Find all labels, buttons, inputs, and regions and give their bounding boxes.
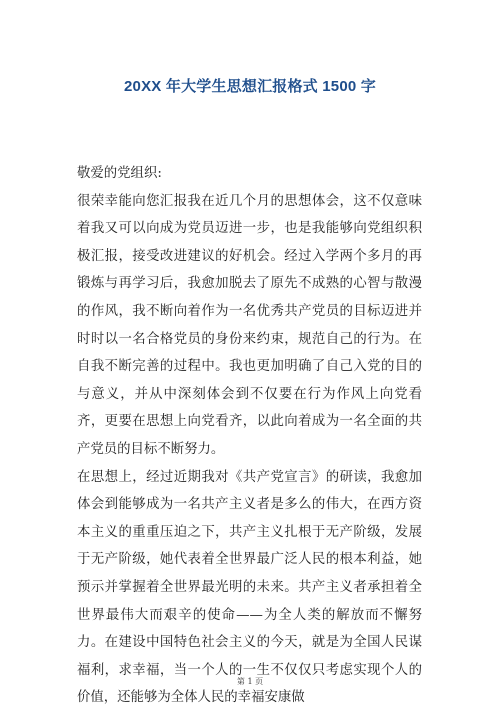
document-body (77, 160, 422, 708)
paragraph-1: 很荣幸能向您汇报我在近几个月的思想体会，这不仅意味着我又可以向成为党员迈进一步，也是我能够向党组织积极汇报，接受改进建议的好机会。经过入学两个多月的再锻炼与再学习后，我愈加脱去了原先不成熟的心智与散漫的作风，我不断向着作为一名优秀共产党员的目标迈进并时时以一名合格党员的身份来约束，规范自己的行为。在自我不断完善的过程中。我也更加明确了自己入党的目的与意义，并从中深刻体会到不仅要在行为作风上向党看齐，更要在思想上向党看齐，以此向着成为一名全面的共产党员的目标不断努力。 (77, 193, 422, 457)
document-title: 20XX 年大学生思想汇报格式 1500 字 (124, 78, 376, 95)
salutation: 敬爱的党组织: (77, 166, 162, 181)
paragraph-2: 在思想上，经过近期我对《共产党宣言》的研读，我愈加体会到能够成为一名共产主义者是多么的伟大，在西方资本主义的重重压迫之下，共产主义扎根于无产阶级，发展于无产阶级，她代表着全世界最广泛人民的根本利益，她预示并掌握着全世界最光明的未来。共产主义者承担着全世界最伟大而艰辛的使命——为全人类的解放而不懈努力。在建设中国特色社会主义的今天，就是为全国人民谋福利，求幸福，当一个人的一生不仅仅只考虑实现个人的价值，还能够为全体人民的幸福安康做 (77, 469, 422, 706)
page-number: 第 1 页 (236, 677, 264, 686)
